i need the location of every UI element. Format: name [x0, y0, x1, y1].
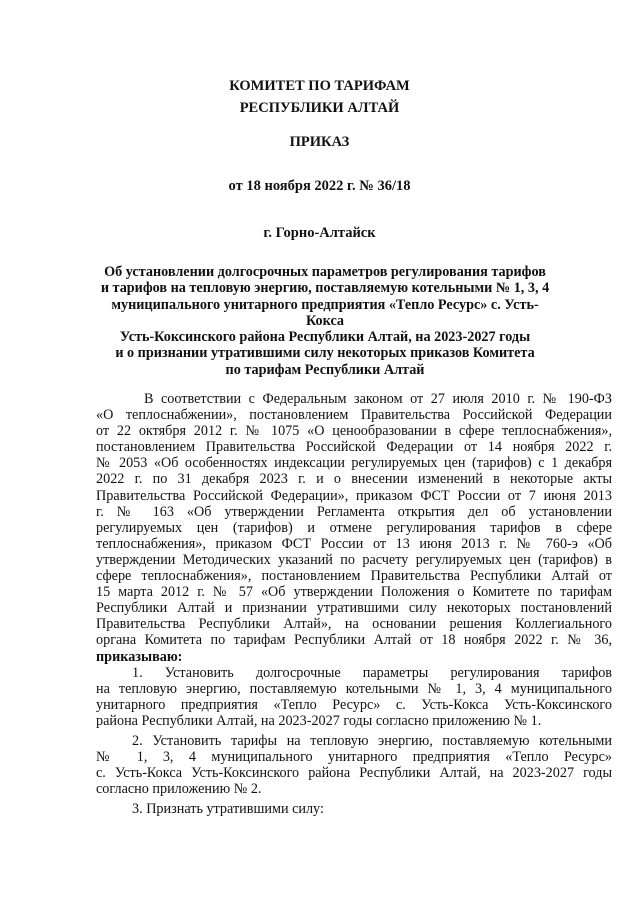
order-word: приказываю: [96, 648, 183, 665]
subject-line: Об установлении долгосрочных параметров регулирования тарифов [104, 264, 546, 280]
preamble-line: Республики Алтай и признании утратившими силу некоторых постановлений [96, 600, 612, 617]
preamble-line: В соответствии с Федеральным законом от 27 июля 2010 г. № 190-ФЗ [144, 391, 612, 407]
preamble-line: от 22 октября 2012 г. № 1075 «О ценообразовании в сфере теплоснабжения», [96, 423, 612, 440]
preamble-line: органа Комитета по тарифам Республики Алтай от 18 ноября 2022 г. № 36, [96, 632, 612, 649]
item-2 [96, 733, 612, 797]
item-1 [96, 665, 612, 729]
document-city: г. Горно-Алтайск [263, 225, 376, 241]
subject-line: и о признании утратившими силу некоторых приказов Комитета [115, 345, 535, 362]
preamble-line: сфере теплоснабжения», постановлением Правительства Республики Алтай от [96, 568, 612, 585]
document-subject [95, 264, 555, 378]
subject-line: и тарифов на тепловую энергию, поставляемую котельными № 1, 3, 4 [100, 280, 550, 297]
item-line: 2. Установить тарифы на тепловую энергию, поставляемую котельными [132, 732, 612, 749]
item-line: унитарного предприятия «Тепло Ресурс» с. Усть-Кокса Усть-Коксинского [96, 696, 612, 713]
subject-line: муниципального унитарного предприятия «Тепло Ресурс» с. Усть-Кокса [111, 296, 539, 329]
preamble-line: Правительства Республики Алтай», на основании решения Коллегиального [96, 616, 612, 633]
subject-line: по тарифам Республики Алтай [225, 361, 425, 378]
document-body [96, 391, 612, 817]
preamble-line: г. № 163 «Об утверждении Регламента открытия дел об установлении [96, 503, 612, 520]
preamble-line: теплоснабжения», приказом ФСТ России от 13 июня 2013 г. № 760-э «Об [96, 535, 612, 552]
item-3 [96, 801, 612, 817]
committee-name-line1: КОМИТЕТ ПО ТАРИФАМ [229, 78, 410, 94]
item-line: согласно приложению № 2. [96, 781, 262, 798]
preamble-line: 15 марта 2012 г. № 57 «Об утверждении Положения о Комитете по тарифам [96, 584, 612, 601]
item-line: № 1, 3, 4 муниципального унитарного предприятия «Тепло Ресурс» [96, 749, 612, 766]
document-type: ПРИКАЗ [289, 134, 350, 150]
item-line: 3. Признать утратившими силу: [132, 801, 324, 818]
preamble-line: регулируемых цен (тарифов) и отмене регулирования тарифов в сфере [96, 519, 612, 536]
preamble-line: «О теплоснабжении», постановлением Правительства Российской Федерации [96, 407, 612, 424]
item-line: района Республики Алтай, на 2023-2027 годы согласно приложению № 1. [96, 712, 542, 729]
committee-name-line2: РЕСПУБЛИКИ АЛТАЙ [239, 100, 400, 116]
preamble-line: 2022 г. по 31 декабря 2023 г. и о внесении изменений в некоторые акты [96, 471, 612, 488]
preamble-paragraph [96, 391, 612, 665]
subject-line: Усть-Коксинского района Республики Алтай, на 2023-2027 годы [119, 329, 531, 346]
item-line: на тепловую энергию, поставляемую котельными № 1, 3, 4 муниципального [96, 680, 612, 697]
preamble-line: Правительства Российской Федерации», приказом ФСТ России от 7 июня 2013 [96, 487, 612, 504]
preamble-line: утверждении Методических указаний по расчету регулируемых цен (тарифов) в [96, 551, 612, 568]
document-date-number: от 18 ноября 2022 г. № 36/18 [228, 178, 411, 194]
item-line: 1. Установить долгосрочные параметры регулирования тарифов [132, 664, 612, 681]
item-line: с. Усть-Кокса Усть-Коксинского района Республики Алтай, на 2023-2027 годы [96, 765, 612, 782]
preamble-line: постановлением Правительства Российской Федерации от 14 ноября 2022 г. [96, 439, 612, 456]
preamble-line: № 2053 «Об особенностях индексации регулируемых цен (тарифов) с 1 декабря [96, 455, 612, 472]
